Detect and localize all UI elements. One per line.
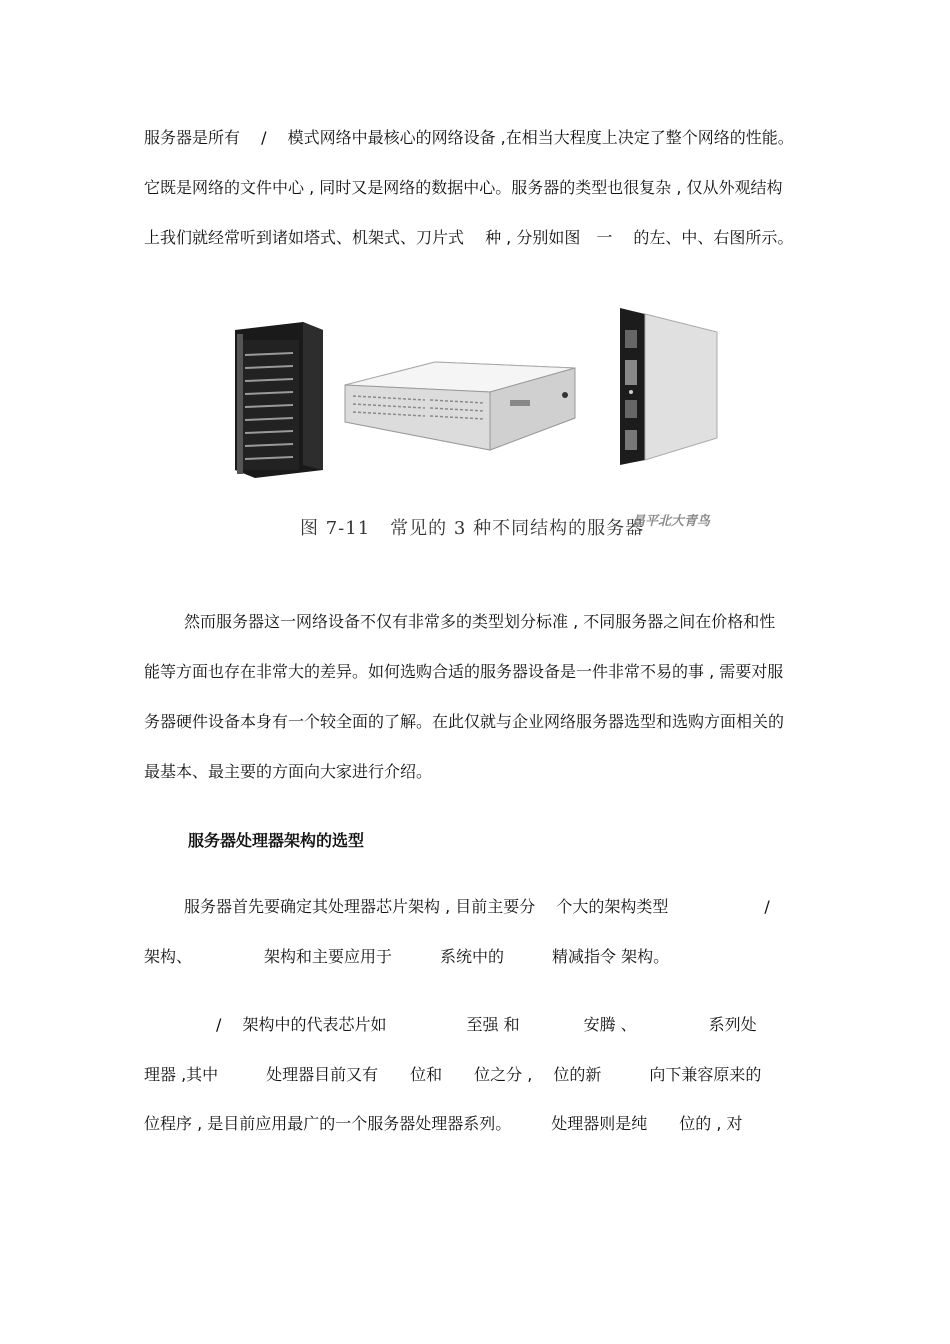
text-line: 服务器是所有 / 模式网络中最核心的网络设备 ,在相当大程度上决定了整个网络的性能。 <box>144 128 794 147</box>
tower-server-image <box>235 322 323 478</box>
rack-server-image <box>345 362 575 450</box>
text-line: 最基本、最主要的方面向大家进行介绍。 <box>144 762 433 781</box>
figure-number: 图 7-11 <box>300 518 371 539</box>
text-line: / 架构中的代表芯片如 至强 和 安腾 、 系列处 <box>184 1015 757 1034</box>
text-line: 上我们就经常听到诸如塔式、机架式、刀片式 种 , 分别如图 一 的左、中、右图所示。 <box>144 228 794 247</box>
section-heading: 服务器处理器架构的选型 <box>188 831 365 850</box>
blade-server-image <box>620 308 717 465</box>
text-line: 能等方面也存在非常大的差异。如何选购合适的服务器设备是一件非常不易的事 , 需要对服 <box>144 662 784 681</box>
text-line: 架构、 架构和主要应用于 系统中的 精减指令 架构。 <box>144 947 670 966</box>
watermark-text: 昌平北大青鸟 <box>632 514 711 529</box>
text-line: 服务器首先要确定其处理器芯片架构 , 目前主要分 个大的架构类型 / <box>184 897 770 916</box>
text-line: 位程序 , 是目前应用最广的一个服务器处理器系列。 处理器则是纯 位的 , 对 <box>144 1114 743 1133</box>
text-line: 务器硬件设备本身有一个较全面的了解。在此仅就与企业网络服务器选型和选购方面相关的 <box>144 712 785 731</box>
figure-caption-text: 常见的 3 种不同结构的服务器 <box>390 518 645 539</box>
figure-caption <box>300 514 644 540</box>
text-line: 理器 ,其中 处理器目前又有 位和 位之分 , 位的新 向下兼容原来的 <box>144 1065 762 1084</box>
text-line: 它既是网络的文件中心 , 同时又是网络的数据中心。服务器的类型也很复杂 , 仅从外观结构 <box>144 178 783 197</box>
text-line: 然而服务器这一网络设备不仅有非常多的类型划分标准 , 不同服务器之间在价格和性 <box>184 612 776 631</box>
